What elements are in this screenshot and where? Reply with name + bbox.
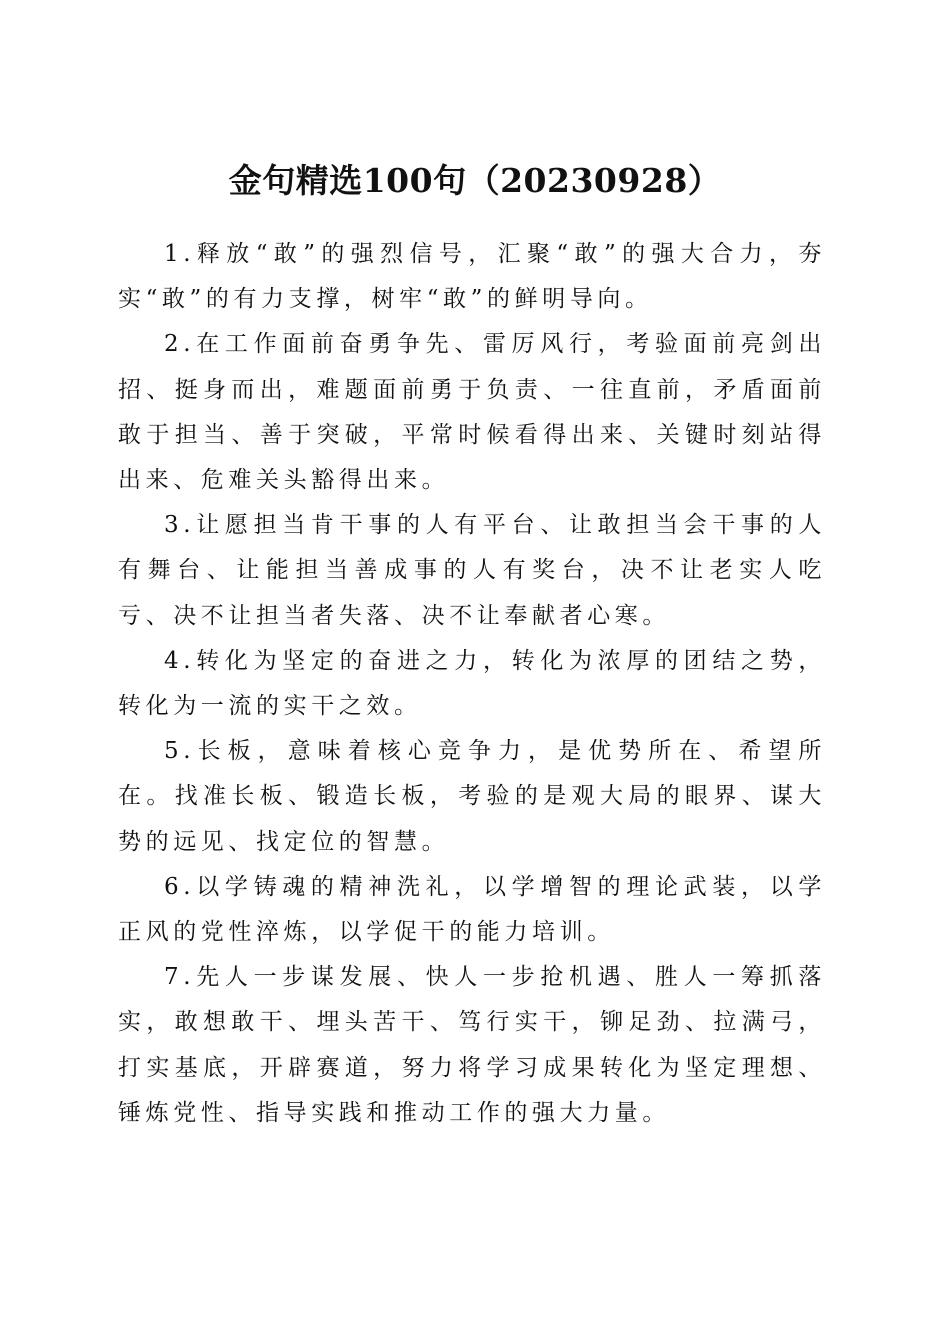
paragraph-2: 2.在工作面前奋勇争先、雷厉风行，考验面前亮剑出招、挺身而出，难题面前勇于负责、一往直前，矛盾面前敢于担当、善于突破，平常时候看得出来、关键时刻站得出来、危难关头豁得出来。 (118, 331, 826, 494)
paragraph-6: 6.以学铸魂的精神洗礼，以学增智的理论武装，以学正风的党性淬炼，以学促干的能力培训。 (118, 873, 826, 946)
paragraph-7: 7.先人一步谋发展、快人一步抢机遇、胜人一筹抓落实，敢想敢干、埋头苦干、笃行实干，铆足劲、拉满弓，打实基底，开辟赛道，努力将学习成果转化为坚定理想、锤炼党性、指导实践和推动工作的强大力量。 (118, 964, 826, 1126)
paragraph-1: 1.释放“敢”的强烈信号，汇聚“敢”的强大合力，夯实“敢”的有力支撑，树牢“敢”的鲜明导向。 (118, 241, 826, 313)
document-title: 金句精选100句（20230928） (228, 161, 722, 201)
paragraph-4: 4.转化为坚定的奋进之力，转化为浓厚的团结之势，转化为一流的实干之效。 (118, 647, 826, 720)
paragraph-3: 3.让愿担当肯干事的人有平台、让敢担当会干事的人有舞台、让能担当善成事的人有奖台，决不让老实人吃亏、决不让担当者失落、决不让奉献者心寒。 (118, 512, 826, 629)
paragraph-5: 5.长板，意味着核心竞争力，是优势所在、希望所在。找准长板、锻造长板，考验的是观大局的眼界、谋大势的远见、找定位的智慧。 (118, 738, 826, 855)
document-body (118, 232, 826, 1136)
